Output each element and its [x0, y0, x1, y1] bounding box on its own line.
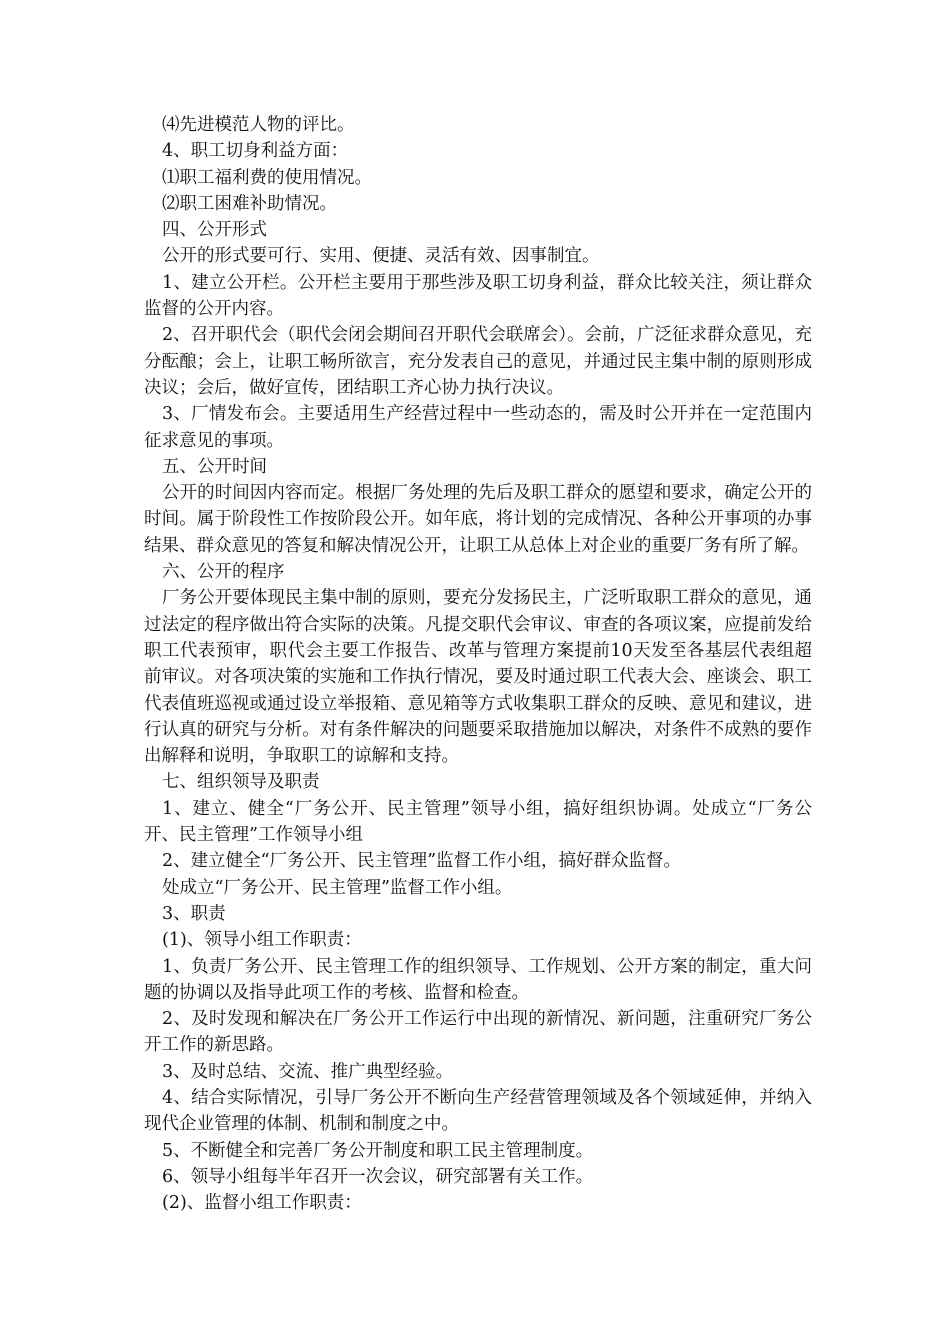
paragraph: 5、不断健全和完善厂务公开制度和职工民主管理制度。	[162, 1140, 594, 1161]
paragraph: 2、及时发现和解决在厂务公开工作运行中出现的新情况、新问题，注重研究厂务公开工作的新思路。	[144, 1009, 812, 1056]
paragraph: 处成立“厂务公开、民主管理”监督工作小组。	[162, 877, 513, 898]
paragraph: 4、结合实际情况，引导厂务公开不断向生产经营管理领域及各个领域延伸，并纳入现代企业管理的体制、机制和制度之中。	[144, 1087, 812, 1135]
paragraph: 1、建立公开栏。公开栏主要用于那些涉及职工切身利益，群众比较关注，须让群众监督的公开内容。	[144, 272, 812, 320]
paragraph: 1、负责厂务公开、民主管理工作的组织领导、工作规划、公开方案的制定，重大问题的协调以及指导此项工作的考核、监督和检查。	[144, 956, 812, 1003]
paragraph: (2)、监督小组工作职责：	[162, 1193, 362, 1214]
paragraph: 3、职责	[162, 903, 226, 924]
section-heading: 七、组织领导及职责	[162, 772, 320, 793]
paragraph: 3、厂情发布会。主要适用生产经营过程中一些动态的，需及时公开并在一定范围内征求意见的事项。	[144, 404, 812, 451]
paragraph: 公开的时间因内容而定。根据厂务处理的先后及职工群众的愿望和要求，确定公开的时间。属于阶段性工作按阶段公开。如年底，将计划的完成情况、各种公开事项的办事结果、群众意见的答复和解决情况公开，让职工从总体上对企业的重要厂务有所了解。	[144, 483, 812, 556]
section-heading: 四、公开形式	[162, 220, 267, 241]
paragraph: ⑵职工困难补助情况。	[162, 193, 337, 214]
paragraph: 1、建立、健全“厂务公开、民主管理”领导小组，搞好组织协调。处成立“厂务公开、民主管理”工作领导小组	[144, 798, 812, 846]
paragraph: 4、职工切身利益方面：	[162, 141, 349, 162]
paragraph: 2、召开职代会（职代会闭会期间召开职代会联席会）。会前，广泛征求群众意见，充分酝酿；会上，让职工畅所欲言，充分发表自己的意见，并通过民主集中制的原则形成决议；会后，做好宣传，团结职工齐心协力执行决议。	[144, 325, 812, 398]
paragraph: (1)、领导小组工作职责：	[162, 930, 362, 951]
document-body	[144, 112, 812, 1216]
paragraph: 3、及时总结、交流、推广典型经验。	[162, 1061, 454, 1082]
paragraph: ⑴职工福利费的使用情况。	[162, 167, 372, 188]
paragraph: 6、领导小组每半年召开一次会议，研究部署有关工作。	[162, 1166, 594, 1187]
paragraph: 2、建立健全“厂务公开、民主管理”监督工作小组，搞好群众监督。	[162, 851, 682, 872]
section-heading: 五、公开时间	[162, 456, 267, 477]
paragraph: ⑷先进模范人物的评比。	[162, 115, 355, 135]
paragraph: 厂务公开要体现民主集中制的原则，要充分发扬民主，广泛听取职工群众的意见，通过法定的程序做出符合实际的决策。凡提交职代会审议、审查的各项议案，应提前发给职工代表预审，职代会主要工作报告、改革与管理方案提前10天发至各基层代表组超前审议。对各项决策的实施和工作执行情况，要及时通过职工代表大会、座谈会、职工代表值班巡视或通过设立举报箱、意见箱等方式收集职工群众的反映、意见和建议，进行认真的研究与分析。对有条件解决的问题要采取措施加以解决，对条件不成熟的要作出解释和说明，争取职工的谅解和支持。	[144, 588, 812, 767]
section-heading: 六、公开的程序	[162, 562, 285, 583]
paragraph: 公开的形式要可行、实用、便捷、灵活有效、因事制宜。	[162, 246, 600, 267]
